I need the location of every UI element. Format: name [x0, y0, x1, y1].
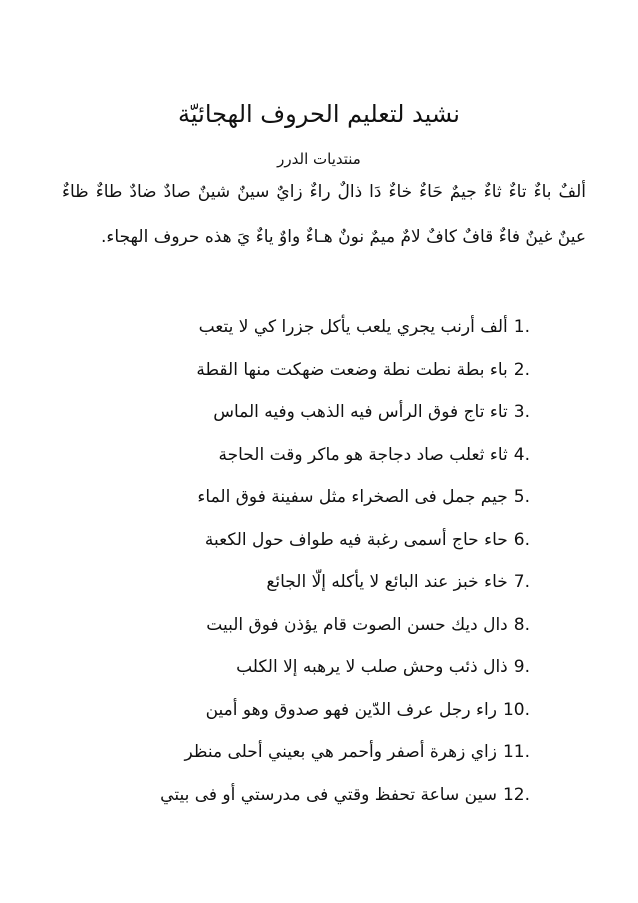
verse-number: 4. — [513, 444, 530, 465]
verse-number: 5. — [513, 487, 530, 507]
verse-line — [160, 306, 530, 349]
verse-number: 2. — [513, 359, 530, 380]
source-credit: منتديات الدرر — [277, 150, 361, 168]
verse-text: دال ديك حسن الصوت قام يؤذن فوق البيت — [206, 614, 508, 635]
alphabet-intro: ألفٌ باءٌ تاءٌ ثاءٌ جيمٌ حَاءٌ خاءٌ دَا ذالٌ راءٌ زايٌ سينٌ شينٌ صادٌ ضادٌ طاءٌ ظاءٌ عينٌ غينٌ فاءٌ قافٌ كافٌ لامٌ ميمٌ نونٌ هـاءٌ واوٌ ياءٌ يَ هذه حروف الهجاء. — [62, 182, 586, 247]
verse-line — [160, 689, 530, 732]
verse-number: 7. — [513, 572, 530, 592]
verse-line — [160, 349, 530, 392]
verse-line — [160, 774, 530, 817]
verse-number: 11. — [502, 742, 530, 762]
verse-line — [160, 434, 530, 477]
verse-number: 8. — [513, 614, 530, 635]
verse-text: تاء تاج فوق الرأس فيه الذهب وفيه الماس — [213, 402, 508, 422]
verse-text: خاء خبز عند البائع لا يأكله إلّا الجائع — [266, 572, 508, 592]
verse-text: ألف أرنب يجري يلعب يأكل جزرا كي لا يتعب — [198, 317, 508, 337]
verse-line — [160, 391, 530, 434]
verse-text: راء رجل عرف الدّين فهو صدوق وهو أمين — [205, 699, 497, 720]
verse-text: سين ساعة تحفظ وقتي فى مدرستي أو فى بيتي — [160, 784, 497, 805]
verse-number: 10. — [502, 699, 530, 720]
verse-number: 1. — [513, 317, 530, 337]
verse-number: 3. — [513, 402, 530, 422]
verse-line — [160, 604, 530, 647]
verse-text: جيم جمل فى الصخراء مثل سفينة فوق الماء — [197, 487, 508, 507]
verse-line — [160, 646, 530, 689]
page-title: نشيد لتعليم الحروف الهجائيّة — [178, 100, 460, 128]
verse-number: 9. — [513, 657, 530, 677]
verse-text: ثاء ثعلب صاد دجاجة هو ماكر وقت الحاجة — [218, 444, 508, 465]
verse-line — [160, 561, 530, 604]
verse-list — [160, 306, 530, 816]
verse-number: 12. — [502, 784, 530, 805]
verse-text: زاي زهرة أصفر وأحمر هي بعيني أحلى منظر — [184, 742, 497, 762]
verse-line — [160, 731, 530, 774]
verse-text: ذال ذئب وحش صلب لا يرهبه إلا الكلب — [236, 657, 508, 677]
verse-number: 6. — [513, 529, 530, 550]
verse-line — [160, 476, 530, 519]
verse-text: باء بطة نطت نطة وضعت ضهكت منها القطة — [196, 359, 508, 380]
verse-text: حاء حاج أسمى رغبة فيه طواف حول الكعبة — [204, 529, 508, 550]
verse-line — [160, 519, 530, 562]
